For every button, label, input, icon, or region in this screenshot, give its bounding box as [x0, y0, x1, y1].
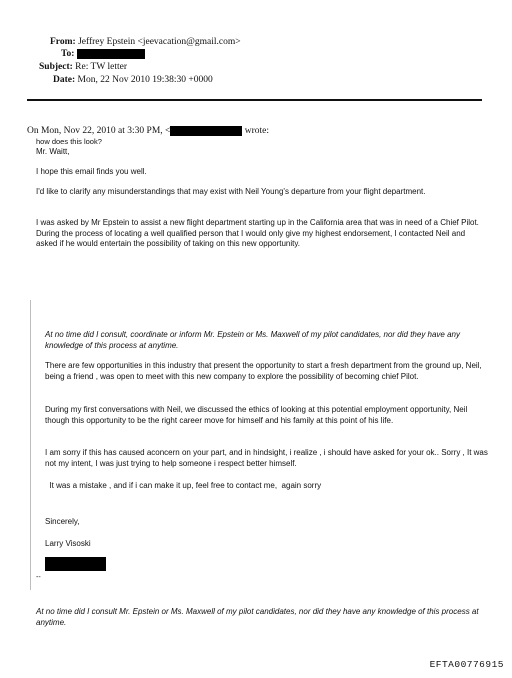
to-redaction — [77, 49, 145, 59]
date-label: Date: — [53, 75, 76, 85]
quote-intro-after: wrote: — [244, 126, 270, 136]
date-value: Mon, 22 Nov 2010 19:38:30 +0000 — [77, 75, 213, 85]
paragraph-3: I was asked by Mr Epstein to assist a new flight department starting up in the California area that was in need of a Chief Pilot. During the process of locating a well qualified person that I would only give my highest endorsement, I contacted Neil and asked if he would entertain the possibility of taking on this new opportunity. — [36, 218, 479, 248]
quote-intro — [27, 125, 269, 137]
sender-redaction — [170, 126, 242, 136]
from-value: Jeffrey Epstein <jeevacation@gmail.com> — [78, 37, 241, 47]
final-note: At no time did I consult Mr. Epstein or Ms. Maxwell of my pilot candidates, nor did they have any knowledge of this process at anytime. — [36, 607, 479, 627]
paragraph-2: I'd like to clarify any misunderstandings that may exist with Neil Young's departure from your flight department. — [36, 187, 426, 196]
question-line: how does this look? — [36, 137, 102, 146]
paragraph-1: I hope this email finds you well. — [36, 167, 147, 176]
date-line — [53, 74, 213, 86]
bates-number: EFTA00776915 — [429, 659, 504, 670]
salutation: Mr. Waitt, — [36, 147, 70, 156]
subject-label: Subject: — [39, 62, 73, 72]
paragraph-5: There are few opportunities in this industry that present the opportunity to start a fresh department from the ground up, Neil, being a friend , was open to meet with this new company to explore the possibility of becoming chief Pilot. — [45, 361, 482, 381]
subject-line — [39, 61, 127, 73]
from-line — [50, 36, 241, 48]
to-label: To: — [61, 49, 75, 59]
to-line — [61, 48, 145, 60]
paragraph-6: During my first conversations with Neil, we discussed the ethics of looking at this potential employment opportunity, Neil though this opportunity to be the right career move for himself and his family at this point of his life. — [45, 405, 468, 425]
separator-dash: -- — [36, 574, 41, 581]
paragraph-7: I am sorry if this has caused aconcern on your part, and in hindsight, i realize , i should have asked for your ok.. Sorry , It was not my intent, I was just trying to help someone i respect better himself. — [45, 448, 488, 468]
signature-redaction-wrap — [45, 555, 106, 573]
paragraph-4: At no time did I consult, coordinate or inform Mr. Epstein or Ms. Maxwell of my pilot candidates, nor did they have any knowledge of this process at anytime. — [45, 330, 461, 350]
closing: Sincerely, — [45, 517, 80, 526]
header-divider — [27, 99, 482, 101]
quote-intro-before: On Mon, Nov 22, 2010 at 3:30 PM, < — [27, 126, 171, 136]
signature-redaction — [45, 557, 106, 571]
signature: Larry Visoski — [45, 539, 91, 548]
from-label: From: — [50, 37, 76, 47]
quote-bar — [30, 300, 31, 590]
paragraph-8: It was a mistake , and if i can make it up, feel free to contact me, again sorry — [45, 481, 322, 490]
subject-value: Re: TW letter — [75, 62, 128, 72]
